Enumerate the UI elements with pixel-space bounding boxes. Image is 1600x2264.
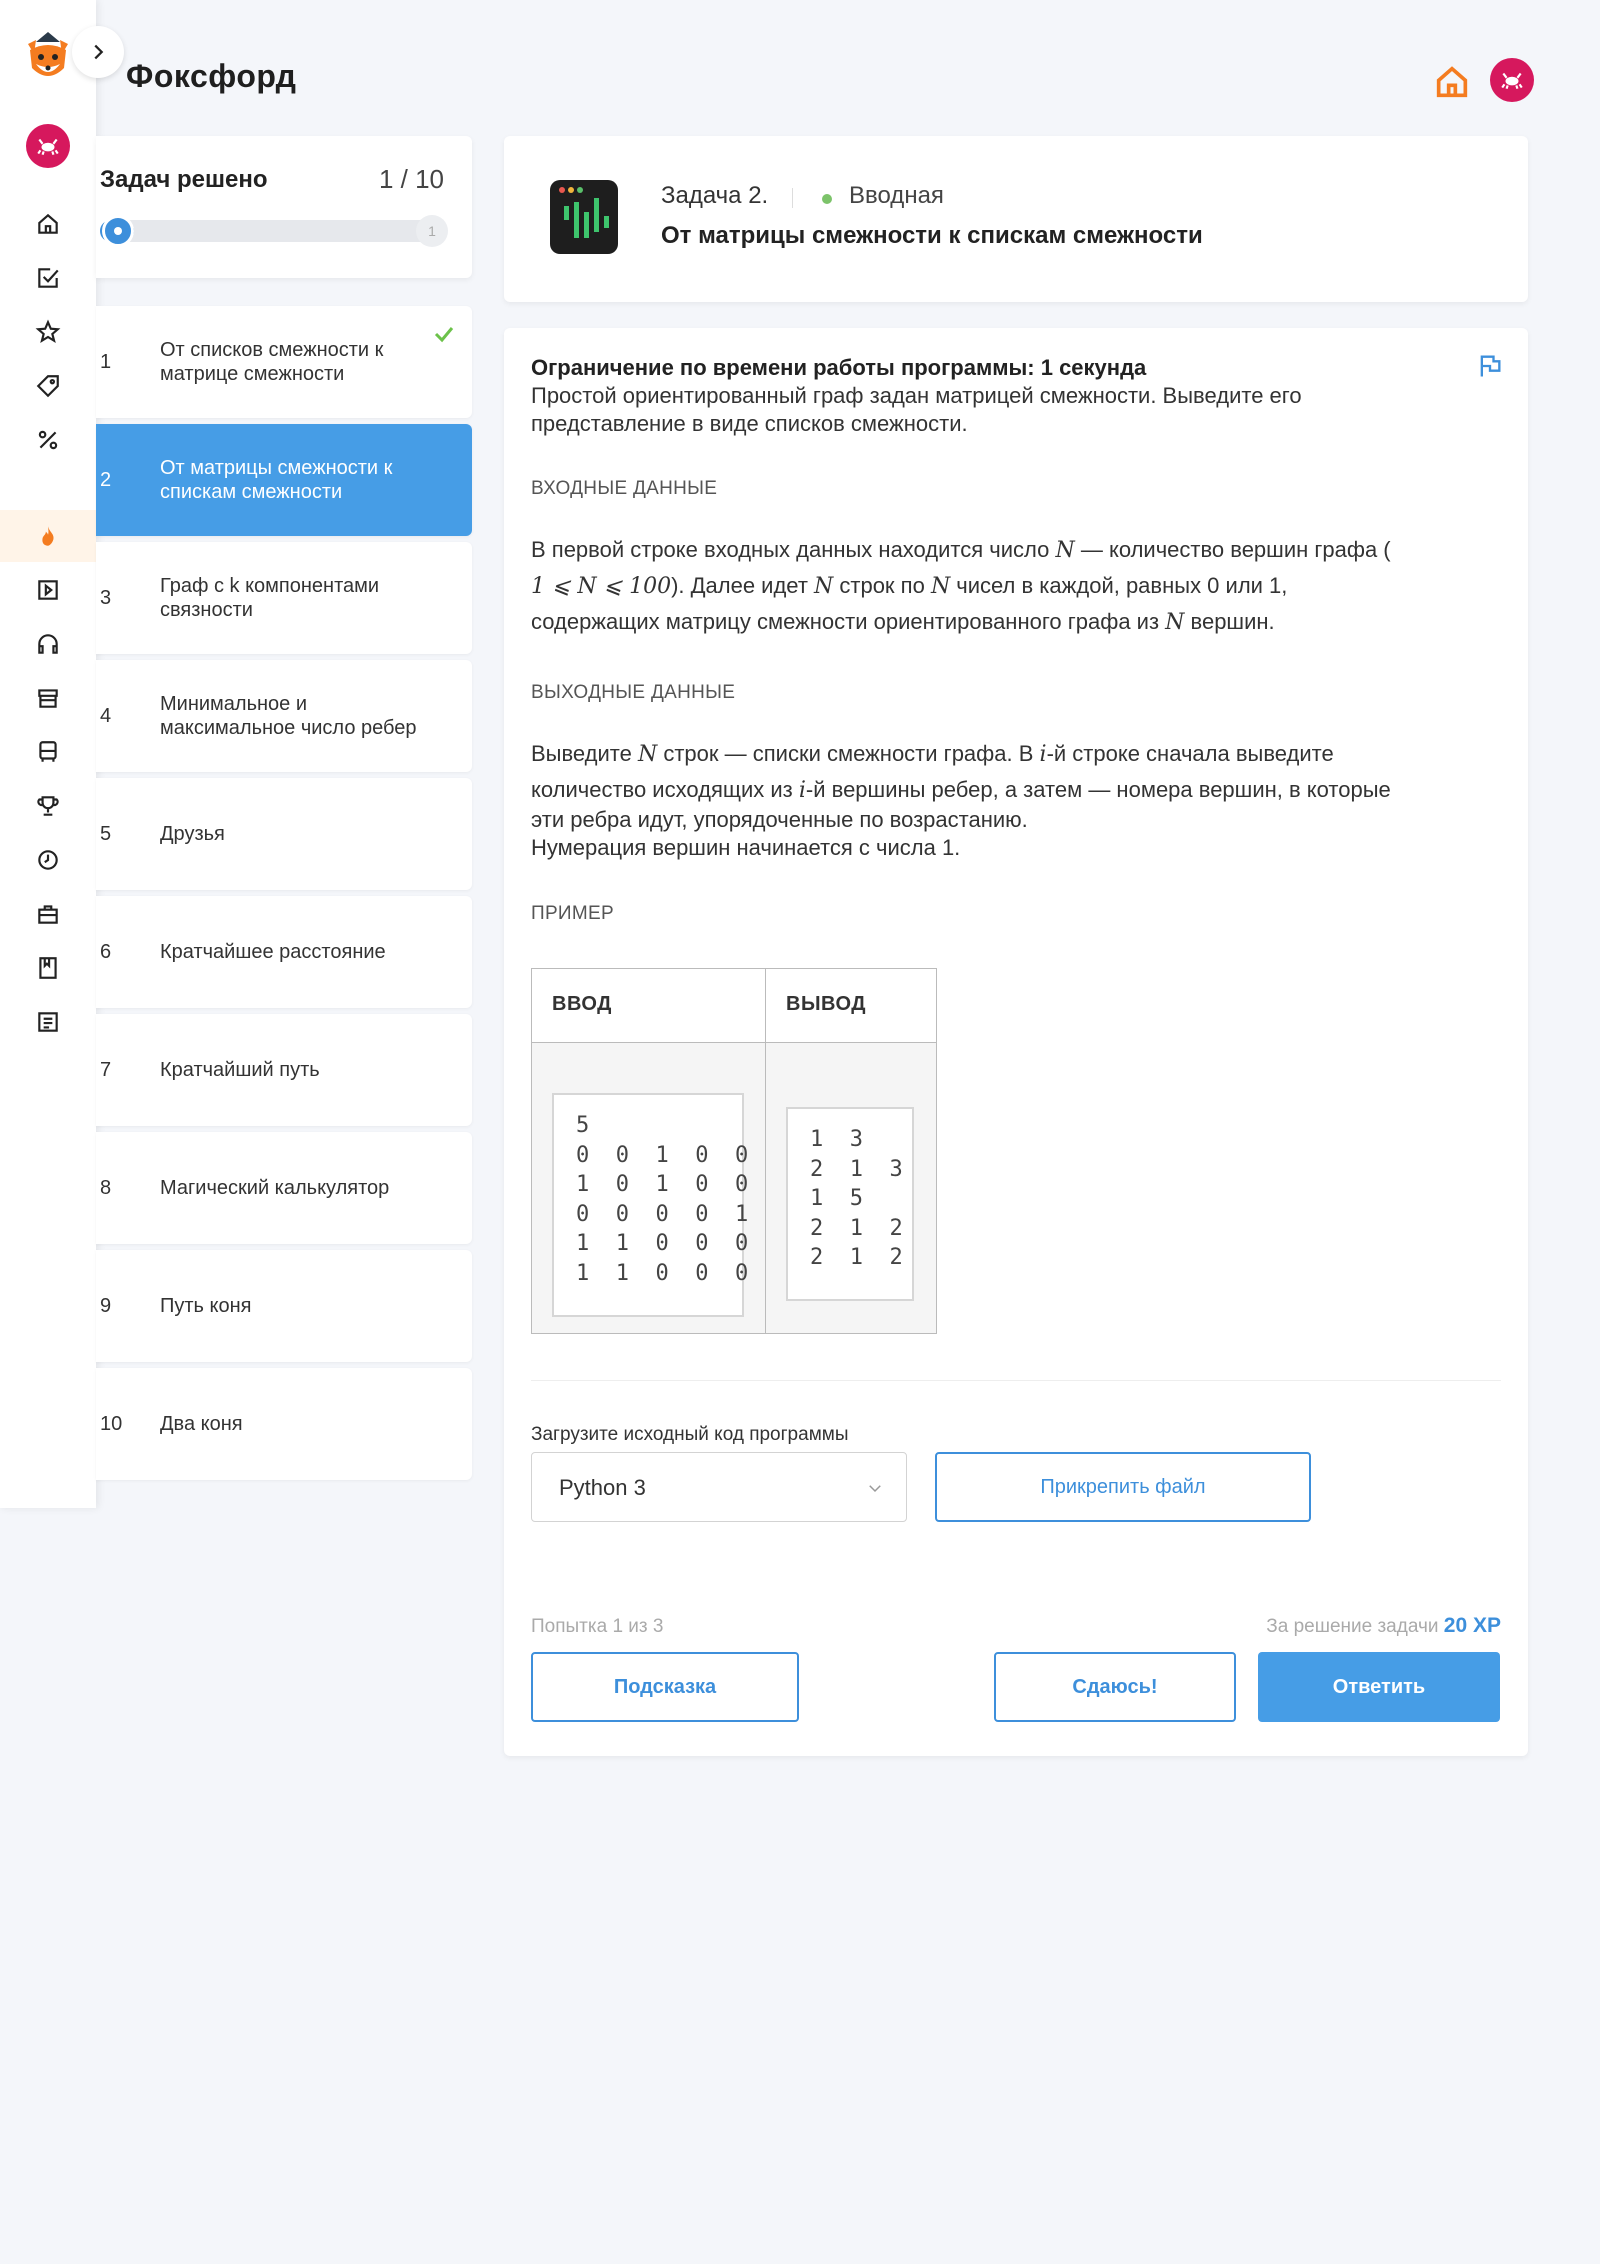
input-heading: ВХОДНЫЕ ДАННЫЕ <box>531 478 718 499</box>
home-icon[interactable] <box>30 206 66 242</box>
upload-label: Загрузите исходный код программы <box>531 1424 849 1445</box>
task-level: Вводная <box>849 182 944 209</box>
trophy-icon[interactable] <box>30 788 66 824</box>
task-number: 9 <box>100 1294 112 1317</box>
tag-icon[interactable] <box>30 368 66 404</box>
problem-statement <box>531 354 1431 438</box>
terminal-task-icon <box>548 176 620 256</box>
task-title: Кратчайшее расстояние <box>160 941 386 963</box>
task-title: Кратчайший путь <box>160 1059 320 1081</box>
example-input-header: ВВОД <box>552 993 612 1015</box>
briefcase-icon[interactable] <box>30 896 66 932</box>
star-icon[interactable] <box>30 314 66 350</box>
book-icon[interactable] <box>30 950 66 986</box>
task-number: 1 <box>100 350 112 373</box>
reward-info: За решение задачи 20 XP <box>1266 1614 1501 1637</box>
headphones-icon[interactable] <box>30 626 66 662</box>
chevron-right-icon <box>87 41 109 63</box>
attach-file-button[interactable]: Прикрепить файл <box>935 1452 1311 1522</box>
progress-bar <box>100 220 444 242</box>
give-up-button[interactable]: Сдаюсь! <box>994 1652 1236 1722</box>
progress-start-marker <box>102 215 134 247</box>
flag-icon[interactable] <box>1476 352 1504 380</box>
task-number: 2 <box>100 468 112 491</box>
output-heading: ВЫХОДНЫЕ ДАННЫЕ <box>531 682 736 703</box>
store-icon[interactable] <box>30 680 66 716</box>
list-icon[interactable] <box>30 1004 66 1040</box>
task-title: Два коня <box>160 1413 243 1435</box>
example-output-code: 1 3 2 1 3 1 5 2 1 2 2 1 2 <box>786 1107 914 1301</box>
task-list-item[interactable] <box>96 1014 472 1126</box>
task-title: От матрицы смежности к спискам смежности <box>160 457 393 503</box>
task-list-item[interactable] <box>96 896 472 1008</box>
fox-logo-icon[interactable] <box>22 30 74 86</box>
task-title: Друзья <box>160 823 225 845</box>
task-number: 10 <box>100 1412 123 1435</box>
time-limit: Ограничение по времени работы программы: 1 секунда <box>531 355 1147 380</box>
example-heading: ПРИМЕР <box>531 903 614 924</box>
left-navigation <box>0 0 96 1508</box>
language-select[interactable] <box>531 1452 907 1522</box>
task-header-card <box>504 136 1528 302</box>
attempt-counter: Попытка 1 из 3 <box>531 1616 664 1637</box>
task-title: От матрицы смежности к спискам смежности <box>661 222 1203 249</box>
flame-icon[interactable] <box>0 510 96 562</box>
progress-card <box>96 136 472 278</box>
task-title: Минимальное и максимальное число ребер <box>160 693 417 739</box>
reward-value: 20 XP <box>1443 1614 1501 1637</box>
task-number: 7 <box>100 1058 112 1081</box>
task-list-item[interactable] <box>96 778 472 890</box>
hint-button[interactable]: Подсказка <box>531 1652 799 1722</box>
progress-end-marker: 1 <box>416 215 448 247</box>
example-column-divider <box>765 969 766 1333</box>
task-content-card <box>504 328 1528 1756</box>
play-icon[interactable] <box>30 572 66 608</box>
task-number: 4 <box>100 704 112 727</box>
example-table <box>531 968 937 1334</box>
input-description: В первой строке входных данных находится число N — количество вершин графа ( 1 ⩽ N ⩽ 100). Далее идет N строк по N чисел в каждой, равных 0 или 1, содержащих матрицу смежности ориентированного графа из N вершин. <box>531 537 1391 635</box>
task-number: 3 <box>100 586 112 609</box>
percent-icon[interactable] <box>30 422 66 458</box>
output-description-cont: эти ребра идут, упорядоченные по возрастанию. Нумерация вершин начинается с числа 1. <box>531 807 1028 860</box>
task-list-item[interactable] <box>96 660 472 772</box>
task-list-item[interactable] <box>96 306 472 418</box>
language-value: Python 3 <box>559 1475 646 1500</box>
user-avatar[interactable] <box>1490 58 1534 102</box>
bus-icon[interactable] <box>30 734 66 770</box>
progress-count: 1 / 10 <box>378 164 444 194</box>
task-list-item[interactable] <box>96 542 472 654</box>
crab-avatar-icon[interactable] <box>26 124 70 168</box>
output-description: Выведите N строк — списки смежности графа. В i-й строке сначала выведите количество исходящих из i-й вершины ребер, а затем — номера вершин, в которые <box>531 741 1391 803</box>
progress-label: Задач решено <box>100 166 268 193</box>
example-output-header: ВЫВОД <box>786 993 867 1015</box>
answer-button[interactable]: Ответить <box>1258 1652 1500 1722</box>
task-number: 6 <box>100 940 112 963</box>
task-title: Магический калькулятор <box>160 1177 390 1199</box>
clock-icon[interactable] <box>30 842 66 878</box>
problem-intro: Простой ориентированный граф задан матрицей смежности. Выведите его представление в виде списков смежности. <box>531 383 1302 436</box>
home-icon[interactable] <box>1432 62 1472 102</box>
checkmark-icon <box>432 322 456 346</box>
task-title: Граф с k компонентами связности <box>160 575 380 621</box>
level-indicator <box>822 194 832 204</box>
expand-sidebar-button[interactable] <box>72 26 124 78</box>
task-list-item[interactable] <box>96 1250 472 1362</box>
task-list-item[interactable] <box>96 424 472 536</box>
task-list-item[interactable] <box>96 1132 472 1244</box>
crab-avatar-icon <box>1499 67 1525 93</box>
header-separator <box>792 188 793 208</box>
task-list-item[interactable] <box>96 1368 472 1480</box>
task-title: Путь коня <box>160 1295 252 1317</box>
chevron-down-icon <box>866 1479 884 1497</box>
task-title: От списков смежности к матрице смежности <box>160 339 384 385</box>
task-number: 5 <box>100 822 112 845</box>
example-table-header <box>532 969 936 1043</box>
task-number: 8 <box>100 1176 112 1199</box>
task-list <box>96 306 472 1486</box>
section-divider <box>531 1380 1501 1381</box>
task-number: Задача 2. <box>661 182 769 209</box>
brand-title[interactable]: Фоксфорд <box>126 58 297 94</box>
checklist-icon[interactable] <box>30 260 66 296</box>
example-input-code: 5 0 0 1 0 0 1 0 1 0 0 0 0 0 0 1 1 1 0 0 0 1 1 0 0 0 <box>552 1093 744 1317</box>
